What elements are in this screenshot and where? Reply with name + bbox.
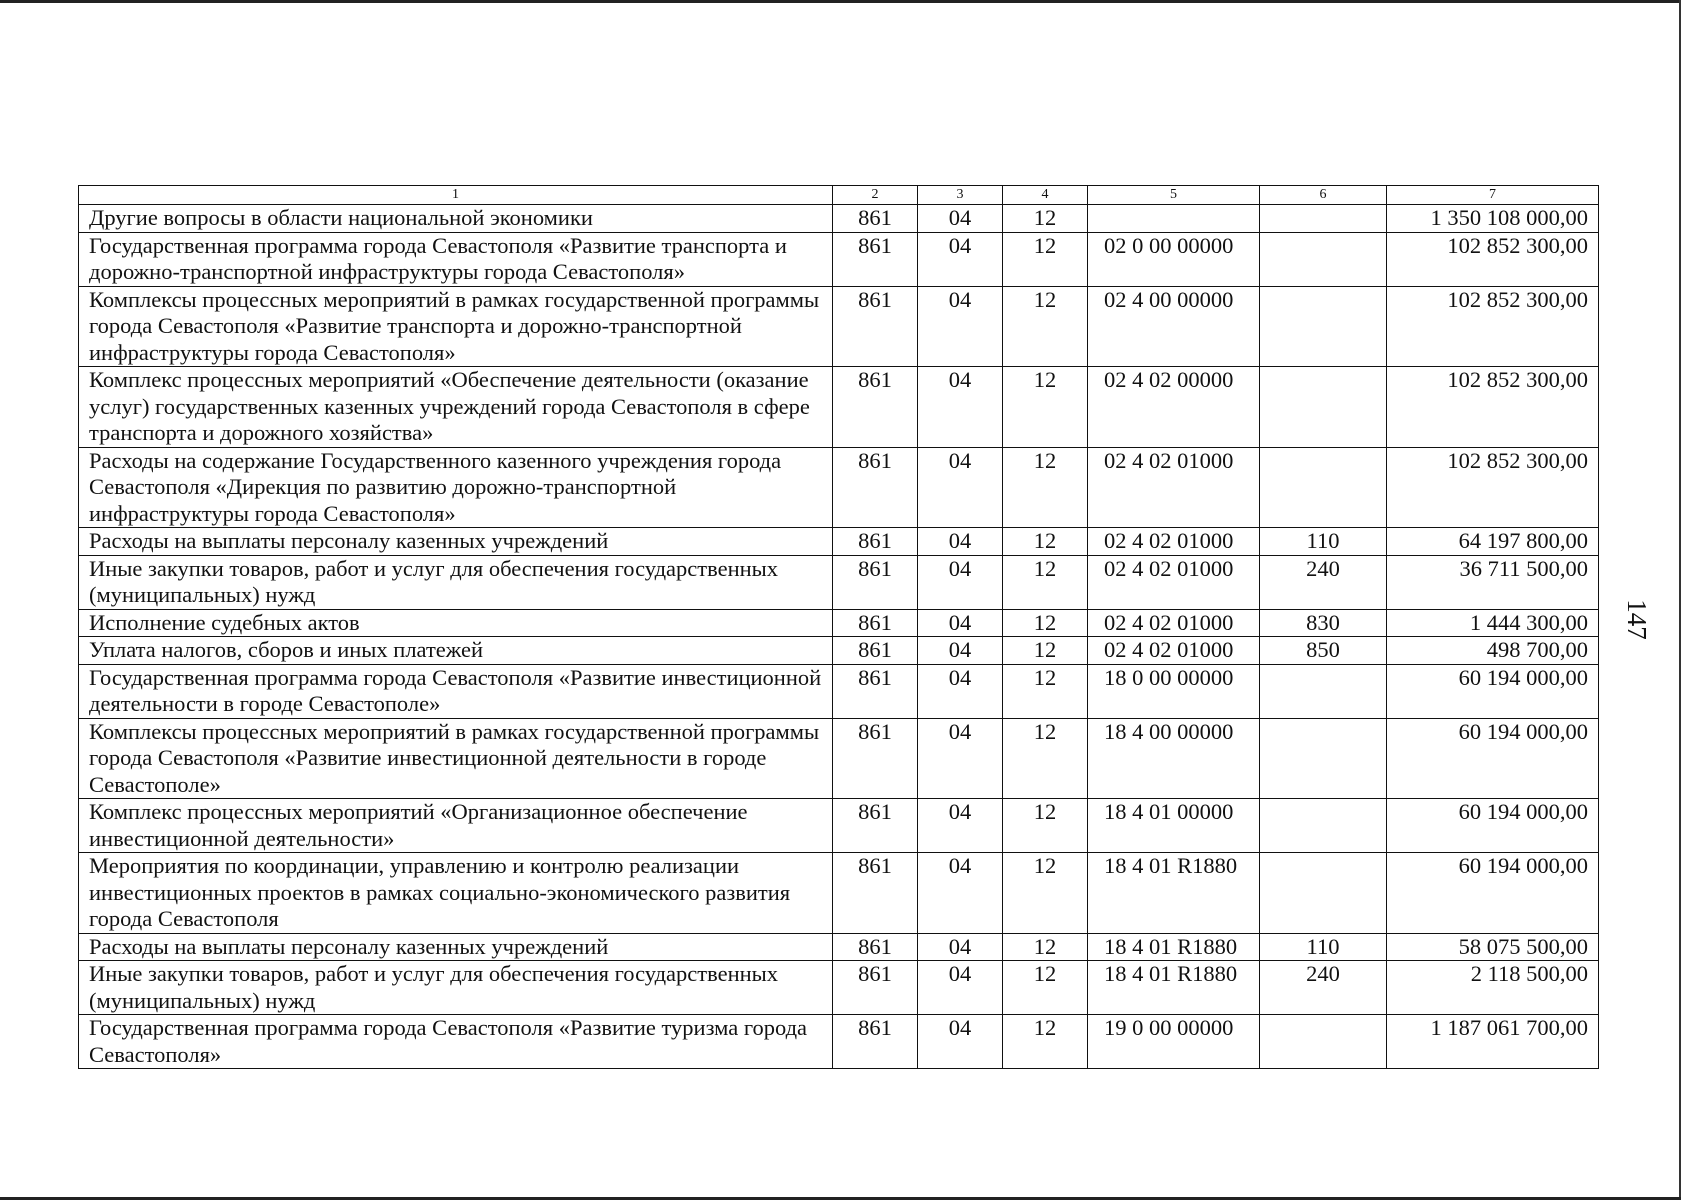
table-row: [79, 961, 1599, 1015]
cell-col-2: 861: [833, 637, 918, 665]
header-col-2: 2: [833, 186, 918, 205]
cell-name: Государственная программа города Севастополя «Развитие инвестиционной деятельности в городе Севастополе»: [79, 664, 833, 718]
cell-col-5: 02 4 00 00000: [1088, 286, 1260, 367]
cell-col-6: [1260, 799, 1387, 853]
cell-col-4: 12: [1003, 367, 1088, 448]
table-row: [79, 205, 1599, 233]
table-row: [79, 933, 1599, 961]
cell-col-5: 18 0 00 00000: [1088, 664, 1260, 718]
cell-name: Комплексы процессных мероприятий в рамках государственной программы города Севастополя «Развитие транспорта и дорожно-транспортной инфраструктуры города Севастополя»: [79, 286, 833, 367]
cell-name: Иные закупки товаров, работ и услуг для обеспечения государственных (муниципальных) нужд: [79, 961, 833, 1015]
cell-col-3: 04: [918, 286, 1003, 367]
cell-col-3: 04: [918, 933, 1003, 961]
cell-col-2: 861: [833, 232, 918, 286]
cell-col-2: 861: [833, 933, 918, 961]
cell-name: Комплекс процессных мероприятий «Обеспечение деятельности (оказание услуг) государственных казенных учреждений города Севастополя в сфере транспорта и дорожного хозяйства»: [79, 367, 833, 448]
cell-col-7: 1 444 300,00: [1387, 609, 1599, 637]
cell-col-7: 1 350 108 000,00: [1387, 205, 1599, 233]
cell-name: Мероприятия по координации, управлению и контролю реализации инвестиционных проектов в рамках социально-экономического развития города Севастополя: [79, 853, 833, 934]
table-row: [79, 367, 1599, 448]
cell-col-3: 04: [918, 1015, 1003, 1069]
cell-col-5: 02 4 02 01000: [1088, 637, 1260, 665]
cell-col-5: 18 4 01 00000: [1088, 799, 1260, 853]
cell-col-4: 12: [1003, 664, 1088, 718]
cell-col-7: 1 187 061 700,00: [1387, 1015, 1599, 1069]
cell-col-2: 861: [833, 447, 918, 528]
cell-name: Комплекс процессных мероприятий «Организационное обеспечение инвестиционной деятельности»: [79, 799, 833, 853]
cell-col-7: 102 852 300,00: [1387, 367, 1599, 448]
cell-col-7: 102 852 300,00: [1387, 447, 1599, 528]
cell-col-5: [1088, 205, 1260, 233]
cell-col-5: 02 4 02 01000: [1088, 609, 1260, 637]
cell-col-2: 861: [833, 1015, 918, 1069]
cell-col-4: 12: [1003, 718, 1088, 799]
cell-col-2: 861: [833, 799, 918, 853]
budget-table: [78, 185, 1599, 1069]
cell-col-6: [1260, 205, 1387, 233]
cell-col-3: 04: [918, 961, 1003, 1015]
cell-col-5: 18 4 01 R1880: [1088, 853, 1260, 934]
cell-col-6: [1260, 853, 1387, 934]
header-col-1: 1: [79, 186, 833, 205]
cell-col-7: 102 852 300,00: [1387, 232, 1599, 286]
cell-col-6: [1260, 447, 1387, 528]
cell-col-5: 02 4 02 00000: [1088, 367, 1260, 448]
table-body: [79, 205, 1599, 1069]
cell-col-6: 850: [1260, 637, 1387, 665]
cell-col-7: 60 194 000,00: [1387, 799, 1599, 853]
cell-name: Уплата налогов, сборов и иных платежей: [79, 637, 833, 665]
cell-col-2: 861: [833, 961, 918, 1015]
header-col-7: 7: [1387, 186, 1599, 205]
cell-col-2: 861: [833, 853, 918, 934]
table-row: [79, 555, 1599, 609]
cell-col-5: 02 4 02 01000: [1088, 555, 1260, 609]
scan-edge-top: [0, 0, 1681, 3]
cell-col-7: 58 075 500,00: [1387, 933, 1599, 961]
header-row: [79, 186, 1599, 205]
header-col-6: 6: [1260, 186, 1387, 205]
cell-col-4: 12: [1003, 933, 1088, 961]
cell-col-7: 2 118 500,00: [1387, 961, 1599, 1015]
cell-col-6: 110: [1260, 528, 1387, 556]
table-header: [79, 186, 1599, 205]
cell-col-2: 861: [833, 205, 918, 233]
table-row: [79, 447, 1599, 528]
cell-col-3: 04: [918, 232, 1003, 286]
cell-col-3: 04: [918, 853, 1003, 934]
cell-col-6: [1260, 718, 1387, 799]
header-col-3: 3: [918, 186, 1003, 205]
cell-col-2: 861: [833, 528, 918, 556]
cell-name: Иные закупки товаров, работ и услуг для обеспечения государственных (муниципальных) нужд: [79, 555, 833, 609]
table-row: [79, 799, 1599, 853]
cell-col-7: 102 852 300,00: [1387, 286, 1599, 367]
table-row: [79, 1015, 1599, 1069]
cell-col-3: 04: [918, 637, 1003, 665]
cell-col-7: 60 194 000,00: [1387, 718, 1599, 799]
cell-col-7: 60 194 000,00: [1387, 664, 1599, 718]
table-row: [79, 853, 1599, 934]
cell-col-5: 18 4 01 R1880: [1088, 961, 1260, 1015]
cell-col-6: 240: [1260, 555, 1387, 609]
cell-name: Расходы на выплаты персоналу казенных учреждений: [79, 528, 833, 556]
table-row: [79, 528, 1599, 556]
cell-col-6: [1260, 1015, 1387, 1069]
table-row: [79, 664, 1599, 718]
cell-col-7: 64 197 800,00: [1387, 528, 1599, 556]
table-row: [79, 637, 1599, 665]
cell-col-2: 861: [833, 718, 918, 799]
page-number: 147: [1621, 599, 1652, 640]
cell-col-3: 04: [918, 664, 1003, 718]
cell-col-6: 830: [1260, 609, 1387, 637]
cell-col-4: 12: [1003, 609, 1088, 637]
cell-col-5: 19 0 00 00000: [1088, 1015, 1260, 1069]
cell-name: Расходы на выплаты персоналу казенных учреждений: [79, 933, 833, 961]
table-row: [79, 609, 1599, 637]
cell-col-6: [1260, 664, 1387, 718]
cell-col-4: 12: [1003, 447, 1088, 528]
cell-col-4: 12: [1003, 555, 1088, 609]
table-row: [79, 232, 1599, 286]
cell-col-3: 04: [918, 205, 1003, 233]
cell-col-6: [1260, 367, 1387, 448]
cell-col-5: 18 4 00 00000: [1088, 718, 1260, 799]
cell-col-3: 04: [918, 447, 1003, 528]
cell-col-5: 02 4 02 01000: [1088, 447, 1260, 528]
cell-col-5: 02 4 02 01000: [1088, 528, 1260, 556]
cell-col-4: 12: [1003, 286, 1088, 367]
table-row: [79, 718, 1599, 799]
cell-col-6: 240: [1260, 961, 1387, 1015]
cell-name: Исполнение судебных актов: [79, 609, 833, 637]
cell-col-4: 12: [1003, 799, 1088, 853]
cell-name: Государственная программа города Севастополя «Развитие туризма города Севастополя»: [79, 1015, 833, 1069]
cell-col-2: 861: [833, 367, 918, 448]
cell-col-7: 36 711 500,00: [1387, 555, 1599, 609]
cell-col-6: 110: [1260, 933, 1387, 961]
cell-col-3: 04: [918, 718, 1003, 799]
cell-col-4: 12: [1003, 637, 1088, 665]
cell-col-5: 18 4 01 R1880: [1088, 933, 1260, 961]
cell-col-3: 04: [918, 528, 1003, 556]
cell-col-3: 04: [918, 367, 1003, 448]
cell-col-4: 12: [1003, 232, 1088, 286]
cell-col-6: [1260, 232, 1387, 286]
cell-col-3: 04: [918, 799, 1003, 853]
cell-col-3: 04: [918, 555, 1003, 609]
cell-col-2: 861: [833, 555, 918, 609]
cell-col-4: 12: [1003, 1015, 1088, 1069]
header-col-4: 4: [1003, 186, 1088, 205]
cell-name: Комплексы процессных мероприятий в рамках государственной программы города Севастополя «Развитие инвестиционной деятельности в городе Севастополе»: [79, 718, 833, 799]
cell-name: Расходы на содержание Государственного казенного учреждения города Севастополя «Дирекция по развитию дорожно-транспортной инфраструктуры города Севастополя»: [79, 447, 833, 528]
header-col-5: 5: [1088, 186, 1260, 205]
cell-col-2: 861: [833, 664, 918, 718]
cell-col-4: 12: [1003, 205, 1088, 233]
cell-name: Государственная программа города Севастополя «Развитие транспорта и дорожно-транспортной инфраструктуры города Севастополя»: [79, 232, 833, 286]
cell-col-7: 498 700,00: [1387, 637, 1599, 665]
cell-col-4: 12: [1003, 528, 1088, 556]
cell-col-5: 02 0 00 00000: [1088, 232, 1260, 286]
cell-col-6: [1260, 286, 1387, 367]
cell-col-4: 12: [1003, 853, 1088, 934]
cell-col-7: 60 194 000,00: [1387, 853, 1599, 934]
cell-name: Другие вопросы в области национальной экономики: [79, 205, 833, 233]
cell-col-3: 04: [918, 609, 1003, 637]
cell-col-2: 861: [833, 609, 918, 637]
cell-col-2: 861: [833, 286, 918, 367]
table-row: [79, 286, 1599, 367]
cell-col-4: 12: [1003, 961, 1088, 1015]
